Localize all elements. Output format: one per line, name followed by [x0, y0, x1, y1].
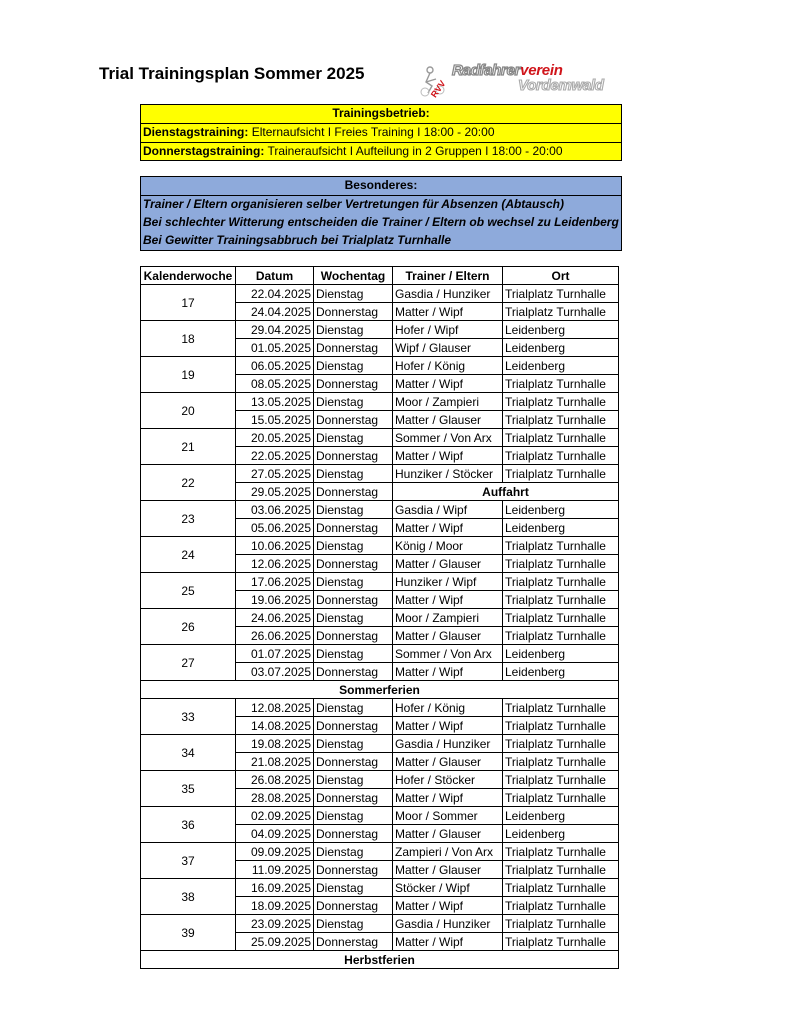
location-cell: Leidenberg	[503, 825, 619, 843]
weekday-cell: Donnerstag	[314, 483, 393, 501]
weekday-cell: Donnerstag	[314, 339, 393, 357]
table-row	[141, 609, 619, 627]
date-cell: 23.09.2025	[236, 915, 314, 933]
date-cell: 03.07.2025	[236, 663, 314, 681]
table-header-row	[141, 267, 619, 285]
location-cell: Leidenberg	[503, 501, 619, 519]
weekday-cell: Dienstag	[314, 393, 393, 411]
trainer-cell: Hofer / Wipf	[393, 321, 503, 339]
week-number: 25	[141, 573, 236, 609]
location-cell: Leidenberg	[503, 663, 619, 681]
trainer-cell: Wipf / Glauser	[393, 339, 503, 357]
date-cell: 19.06.2025	[236, 591, 314, 609]
week-number: 27	[141, 645, 236, 681]
table-row	[141, 321, 619, 339]
special-box	[140, 176, 622, 251]
trainer-cell: Matter / Wipf	[393, 933, 503, 951]
location-cell: Trialplatz Turnhalle	[503, 627, 619, 645]
week-number: 18	[141, 321, 236, 357]
week-number: 33	[141, 699, 236, 735]
trainer-cell: Matter / Glauser	[393, 411, 503, 429]
weekday-cell: Donnerstag	[314, 789, 393, 807]
date-cell: 19.08.2025	[236, 735, 314, 753]
trainer-cell: Matter / Wipf	[393, 663, 503, 681]
table-row	[141, 699, 619, 717]
weekday-cell: Dienstag	[314, 321, 393, 339]
location-cell: Trialplatz Turnhalle	[503, 771, 619, 789]
date-cell: 20.05.2025	[236, 429, 314, 447]
weekday-cell: Dienstag	[314, 735, 393, 753]
date-cell: 11.09.2025	[236, 861, 314, 879]
weekday-cell: Dienstag	[314, 645, 393, 663]
weekday-cell: Donnerstag	[314, 519, 393, 537]
training-box	[140, 104, 622, 161]
table-row	[141, 645, 619, 663]
trainer-cell: Hofer / König	[393, 357, 503, 375]
weekday-cell: Donnerstag	[314, 447, 393, 465]
weekday-cell: Dienstag	[314, 429, 393, 447]
table-row	[141, 465, 619, 483]
location-cell: Trialplatz Turnhalle	[503, 447, 619, 465]
trainer-cell: Matter / Wipf	[393, 591, 503, 609]
trainer-cell: Matter / Wipf	[393, 519, 503, 537]
cyclist-icon	[416, 60, 452, 100]
weekday-cell: Donnerstag	[314, 555, 393, 573]
trainer-cell: Stöcker / Wipf	[393, 879, 503, 897]
location-cell: Leidenberg	[503, 519, 619, 537]
tuesday-label: Dienstagstraining:	[143, 125, 249, 139]
trainer-cell: Hunziker / Stöcker	[393, 465, 503, 483]
column-header: Datum	[236, 267, 314, 285]
thursday-label: Donnerstagstraining:	[143, 144, 265, 158]
date-cell: 01.07.2025	[236, 645, 314, 663]
trainer-cell: Matter / Wipf	[393, 717, 503, 735]
holiday-label: Sommerferien	[141, 681, 619, 699]
date-cell: 25.09.2025	[236, 933, 314, 951]
week-number: 21	[141, 429, 236, 465]
location-cell: Trialplatz Turnhalle	[503, 915, 619, 933]
weekday-cell: Dienstag	[314, 807, 393, 825]
trainer-cell: Gasdia / Hunziker	[393, 915, 503, 933]
date-cell: 14.08.2025	[236, 717, 314, 735]
location-cell: Trialplatz Turnhalle	[503, 411, 619, 429]
week-number: 36	[141, 807, 236, 843]
holiday-cell: Auffahrt	[393, 483, 619, 501]
week-number: 39	[141, 915, 236, 951]
date-cell: 29.04.2025	[236, 321, 314, 339]
week-number: 35	[141, 771, 236, 807]
training-schedule-table	[140, 266, 619, 969]
date-cell: 08.05.2025	[236, 375, 314, 393]
logo-word-gray: Radfahrer	[452, 62, 521, 79]
date-cell: 21.08.2025	[236, 753, 314, 771]
weekday-cell: Donnerstag	[314, 627, 393, 645]
holiday-row	[141, 951, 619, 969]
table-row	[141, 429, 619, 447]
location-cell: Trialplatz Turnhalle	[503, 537, 619, 555]
date-cell: 12.06.2025	[236, 555, 314, 573]
table-row	[141, 537, 619, 555]
week-number: 24	[141, 537, 236, 573]
week-number: 34	[141, 735, 236, 771]
table-row	[141, 879, 619, 897]
week-number: 19	[141, 357, 236, 393]
logo-badge: RVV	[428, 78, 448, 100]
date-cell: 22.04.2025	[236, 285, 314, 303]
date-cell: 15.05.2025	[236, 411, 314, 429]
table-row	[141, 771, 619, 789]
table-row	[141, 393, 619, 411]
weekday-cell: Donnerstag	[314, 303, 393, 321]
table-row	[141, 357, 619, 375]
column-header: Kalenderwoche	[141, 267, 236, 285]
location-cell: Trialplatz Turnhalle	[503, 699, 619, 717]
location-cell: Trialplatz Turnhalle	[503, 555, 619, 573]
weekday-cell: Dienstag	[314, 699, 393, 717]
table-row	[141, 807, 619, 825]
weekday-cell: Donnerstag	[314, 663, 393, 681]
date-cell: 16.09.2025	[236, 879, 314, 897]
column-header: Wochentag	[314, 267, 393, 285]
location-cell: Trialplatz Turnhalle	[503, 879, 619, 897]
location-cell: Leidenberg	[503, 321, 619, 339]
table-row	[141, 573, 619, 591]
logo-word-red: verein	[520, 62, 563, 79]
trainer-cell: Matter / Glauser	[393, 627, 503, 645]
date-cell: 02.09.2025	[236, 807, 314, 825]
trainer-cell: Zampieri / Von Arx	[393, 843, 503, 861]
location-cell: Trialplatz Turnhalle	[503, 933, 619, 951]
location-cell: Trialplatz Turnhalle	[503, 429, 619, 447]
weekday-cell: Donnerstag	[314, 933, 393, 951]
thursday-training-row	[141, 142, 621, 160]
date-cell: 26.06.2025	[236, 627, 314, 645]
trainer-cell: Matter / Wipf	[393, 789, 503, 807]
weekday-cell: Donnerstag	[314, 897, 393, 915]
location-cell: Leidenberg	[503, 645, 619, 663]
trainer-cell: Matter / Glauser	[393, 555, 503, 573]
week-number: 17	[141, 285, 236, 321]
weekday-cell: Dienstag	[314, 285, 393, 303]
location-cell: Leidenberg	[503, 339, 619, 357]
date-cell: 24.04.2025	[236, 303, 314, 321]
trainer-cell: Matter / Glauser	[393, 753, 503, 771]
trainer-cell: Sommer / Von Arx	[393, 429, 503, 447]
date-cell: 24.06.2025	[236, 609, 314, 627]
special-line: Bei Gewitter Trainingsabbruch bei Trialplatz Turnhalle	[143, 233, 452, 247]
table-row	[141, 501, 619, 519]
trainer-cell: Matter / Glauser	[393, 825, 503, 843]
table-row	[141, 285, 619, 303]
week-number: 38	[141, 879, 236, 915]
trainer-cell: König / Moor	[393, 537, 503, 555]
location-cell: Trialplatz Turnhalle	[503, 465, 619, 483]
date-cell: 26.08.2025	[236, 771, 314, 789]
location-cell: Trialplatz Turnhalle	[503, 609, 619, 627]
trainer-cell: Moor / Sommer	[393, 807, 503, 825]
trainer-cell: Moor / Zampieri	[393, 609, 503, 627]
location-cell: Trialplatz Turnhalle	[503, 861, 619, 879]
weekday-cell: Donnerstag	[314, 861, 393, 879]
trainer-cell: Gasdia / Hunziker	[393, 735, 503, 753]
location-cell: Trialplatz Turnhalle	[503, 303, 619, 321]
week-number: 22	[141, 465, 236, 501]
holiday-label: Herbstferien	[141, 951, 619, 969]
location-cell: Leidenberg	[503, 807, 619, 825]
date-cell: 28.08.2025	[236, 789, 314, 807]
date-cell: 04.09.2025	[236, 825, 314, 843]
trainer-cell: Matter / Wipf	[393, 897, 503, 915]
date-cell: 10.06.2025	[236, 537, 314, 555]
date-cell: 29.05.2025	[236, 483, 314, 501]
week-number: 23	[141, 501, 236, 537]
page-title: Trial Trainingsplan Sommer 2025	[99, 64, 365, 83]
trainer-cell: Matter / Wipf	[393, 375, 503, 393]
location-cell: Trialplatz Turnhalle	[503, 591, 619, 609]
thursday-text: Traineraufsicht I Aufteilung in 2 Gruppen I 18:00 - 20:00	[264, 144, 563, 158]
trainer-cell: Gasdia / Hunziker	[393, 285, 503, 303]
weekday-cell: Donnerstag	[314, 375, 393, 393]
date-cell: 17.06.2025	[236, 573, 314, 591]
trainer-cell: Moor / Zampieri	[393, 393, 503, 411]
trainer-cell: Matter / Glauser	[393, 861, 503, 879]
location-cell: Leidenberg	[503, 357, 619, 375]
weekday-cell: Dienstag	[314, 843, 393, 861]
weekday-cell: Donnerstag	[314, 591, 393, 609]
location-cell: Trialplatz Turnhalle	[503, 393, 619, 411]
week-number: 26	[141, 609, 236, 645]
weekday-cell: Dienstag	[314, 537, 393, 555]
training-header: Trainingsbetrieb:	[141, 105, 621, 124]
special-line: Bei schlechter Witterung entscheiden die Trainer / Eltern ob wechsel zu Leidenberg	[143, 215, 619, 229]
column-header: Ort	[503, 267, 619, 285]
location-cell: Trialplatz Turnhalle	[503, 717, 619, 735]
weekday-cell: Dienstag	[314, 879, 393, 897]
date-cell: 03.06.2025	[236, 501, 314, 519]
week-number: 20	[141, 393, 236, 429]
weekday-cell: Donnerstag	[314, 411, 393, 429]
holiday-row	[141, 681, 619, 699]
club-logo	[416, 60, 616, 100]
logo-subword: Vordemwald	[518, 77, 604, 94]
tuesday-text: Elternaufsicht I Freies Training I 18:00 - 20:00	[248, 125, 495, 139]
trainer-cell: Matter / Wipf	[393, 303, 503, 321]
weekday-cell: Dienstag	[314, 771, 393, 789]
table-row	[141, 915, 619, 933]
weekday-cell: Donnerstag	[314, 717, 393, 735]
location-cell: Trialplatz Turnhalle	[503, 375, 619, 393]
weekday-cell: Dienstag	[314, 357, 393, 375]
tuesday-training-row	[141, 124, 621, 142]
trainer-cell: Hunziker / Wipf	[393, 573, 503, 591]
trainer-cell: Sommer / Von Arx	[393, 645, 503, 663]
weekday-cell: Dienstag	[314, 609, 393, 627]
weekday-cell: Dienstag	[314, 465, 393, 483]
date-cell: 09.09.2025	[236, 843, 314, 861]
date-cell: 27.05.2025	[236, 465, 314, 483]
table-row	[141, 735, 619, 753]
weekday-cell: Dienstag	[314, 501, 393, 519]
column-header: Trainer / Eltern	[393, 267, 503, 285]
date-cell: 18.09.2025	[236, 897, 314, 915]
date-cell: 01.05.2025	[236, 339, 314, 357]
special-line: Trainer / Eltern organisieren selber Vertretungen für Absenzen (Abtausch)	[143, 197, 564, 211]
weekday-cell: Donnerstag	[314, 753, 393, 771]
location-cell: Trialplatz Turnhalle	[503, 753, 619, 771]
trainer-cell: Hofer / König	[393, 699, 503, 717]
location-cell: Trialplatz Turnhalle	[503, 789, 619, 807]
location-cell: Trialplatz Turnhalle	[503, 573, 619, 591]
date-cell: 05.06.2025	[236, 519, 314, 537]
week-number: 37	[141, 843, 236, 879]
trainer-cell: Matter / Wipf	[393, 447, 503, 465]
location-cell: Trialplatz Turnhalle	[503, 285, 619, 303]
date-cell: 12.08.2025	[236, 699, 314, 717]
special-header: Besonderes:	[141, 177, 621, 196]
trainer-cell: Hofer / Stöcker	[393, 771, 503, 789]
date-cell: 13.05.2025	[236, 393, 314, 411]
location-cell: Trialplatz Turnhalle	[503, 897, 619, 915]
date-cell: 22.05.2025	[236, 447, 314, 465]
date-cell: 06.05.2025	[236, 357, 314, 375]
weekday-cell: Donnerstag	[314, 825, 393, 843]
table-row	[141, 843, 619, 861]
location-cell: Trialplatz Turnhalle	[503, 843, 619, 861]
location-cell: Trialplatz Turnhalle	[503, 735, 619, 753]
weekday-cell: Dienstag	[314, 915, 393, 933]
weekday-cell: Dienstag	[314, 573, 393, 591]
trainer-cell: Gasdia / Wipf	[393, 501, 503, 519]
